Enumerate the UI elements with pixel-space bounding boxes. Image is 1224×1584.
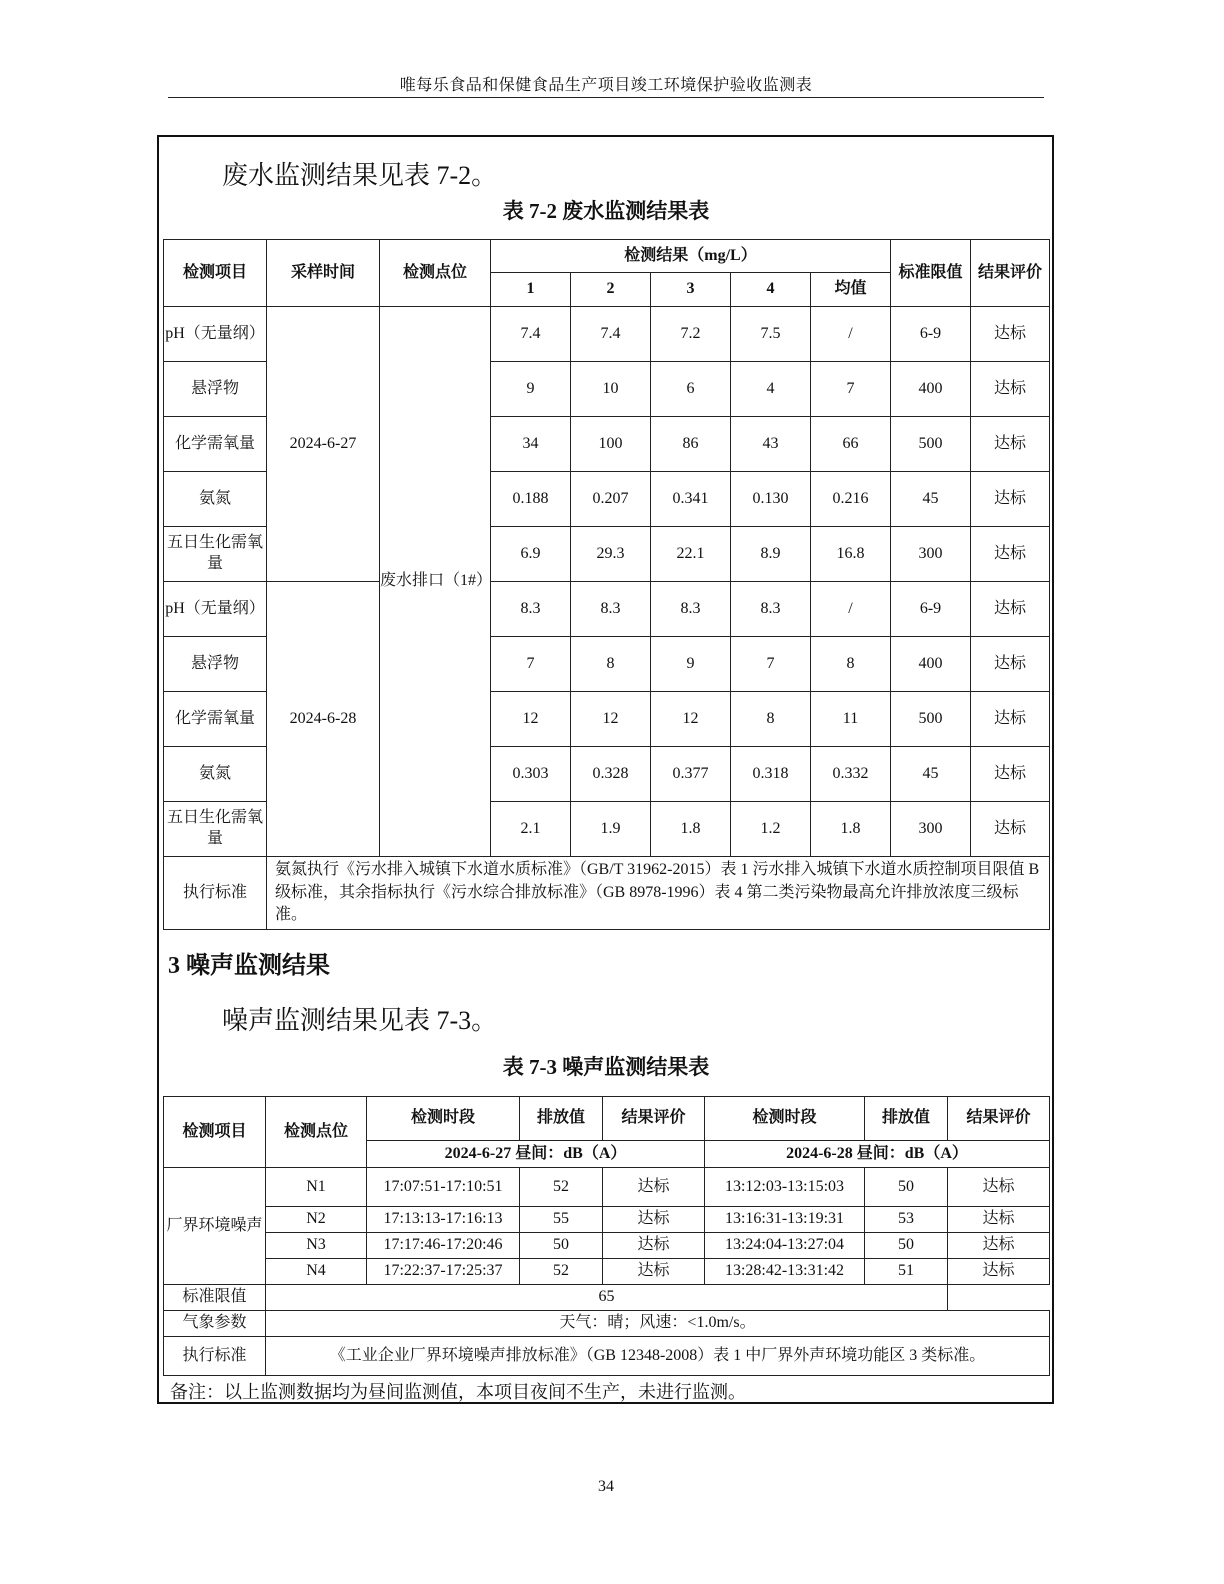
- result-value-cell: 9: [491, 362, 571, 417]
- result-value-cell: 1.8: [811, 802, 891, 857]
- noise-point-cell: N3: [266, 1233, 367, 1259]
- result-value-cell: 0.377: [651, 747, 731, 802]
- header-point: 检测点位: [380, 240, 491, 307]
- limit-cell: 6-9: [891, 307, 971, 362]
- limit-cell: 400: [891, 637, 971, 692]
- limit-cell: 300: [891, 802, 971, 857]
- header-sample-4: 4: [731, 273, 811, 307]
- result-value-cell: 8: [811, 637, 891, 692]
- result-value-cell: 8.3: [491, 582, 571, 637]
- noise-header-value-2: 排放值: [865, 1097, 948, 1141]
- result-value-cell: 7.4: [571, 307, 651, 362]
- result-value-cell: 86: [651, 417, 731, 472]
- noise-period-cell: 17:13:13-17:16:13: [367, 1207, 520, 1233]
- noise-value-cell: 52: [520, 1168, 603, 1207]
- noise-eval-cell: 达标: [948, 1259, 1050, 1285]
- noise-header-period-2: 检测时段: [705, 1097, 865, 1141]
- evaluation-cell: 达标: [971, 692, 1050, 747]
- noise-period-cell: 13:16:31-13:19:31: [705, 1207, 865, 1233]
- result-value-cell: 8: [571, 637, 651, 692]
- item-cell: 化学需氧量: [164, 692, 267, 747]
- noise-period-cell: 17:07:51-17:10:51: [367, 1168, 520, 1207]
- header-sampling-time: 采样时间: [267, 240, 380, 307]
- header-results: 检测结果（mg/L）: [491, 240, 891, 273]
- noise-header-eval-2: 结果评价: [948, 1097, 1050, 1141]
- result-value-cell: 8.3: [731, 582, 811, 637]
- evaluation-cell: 达标: [971, 362, 1050, 417]
- standard-text: 氨氮执行《污水排入城镇下水道水质标准》（GB/T 31962-2015）表 1 污水排入城镇下水道水质控制项目限值 B 级标准，其余指标执行《污水综合排放标准》（GB 8978-1996）表 4 第二类污染物最高允许排放浓度三级标准。: [267, 857, 1050, 930]
- wastewater-intro: 废水监测结果见表 7-2。: [222, 161, 498, 190]
- noise-header-period-1: 检测时段: [367, 1097, 520, 1141]
- result-value-cell: 8.3: [651, 582, 731, 637]
- noise-header-item: 检测项目: [164, 1097, 266, 1168]
- result-value-cell: 0.216: [811, 472, 891, 527]
- sampling-date-cell: 2024-6-28: [267, 582, 380, 857]
- evaluation-cell: 达标: [971, 472, 1050, 527]
- sampling-date-cell: 2024-6-27: [267, 307, 380, 582]
- item-cell: 化学需氧量: [164, 417, 267, 472]
- result-value-cell: 9: [651, 637, 731, 692]
- result-value-cell: 10: [571, 362, 651, 417]
- result-value-cell: 0.328: [571, 747, 651, 802]
- wastewater-results-table: [163, 239, 1050, 930]
- noise-eval-cell: 达标: [948, 1168, 1050, 1207]
- evaluation-cell: 达标: [971, 747, 1050, 802]
- noise-intro: 噪声监测结果见表 7-3。: [222, 1006, 498, 1035]
- noise-point-cell: N2: [266, 1207, 367, 1233]
- result-value-cell: 11: [811, 692, 891, 747]
- evaluation-cell: 达标: [971, 307, 1050, 362]
- evaluation-cell: 达标: [971, 637, 1050, 692]
- result-value-cell: 0.341: [651, 472, 731, 527]
- limit-cell: 500: [891, 417, 971, 472]
- noise-value-cell: 50: [865, 1168, 948, 1207]
- item-cell: 悬浮物: [164, 637, 267, 692]
- result-value-cell: 12: [571, 692, 651, 747]
- result-value-cell: 0.332: [811, 747, 891, 802]
- header-sample-3: 3: [651, 273, 731, 307]
- noise-value-cell: 55: [520, 1207, 603, 1233]
- noise-period-cell: 17:17:46-17:20:46: [367, 1233, 520, 1259]
- noise-limit-label: 标准限值: [164, 1285, 266, 1311]
- noise-item-cell: 厂界环境噪声: [164, 1168, 266, 1285]
- header-limit: 标准限值: [891, 240, 971, 307]
- result-value-cell: 16.8: [811, 527, 891, 582]
- sampling-point-cell: 废水排口（1#）: [380, 307, 491, 857]
- noise-eval-cell: 达标: [603, 1168, 705, 1207]
- item-cell: 五日生化需氧量: [164, 802, 267, 857]
- result-value-cell: 100: [571, 417, 651, 472]
- table-row: [164, 307, 1050, 362]
- result-value-cell: /: [811, 582, 891, 637]
- noise-value-cell: 51: [865, 1259, 948, 1285]
- noise-value-cell: 53: [865, 1207, 948, 1233]
- result-value-cell: 7.2: [651, 307, 731, 362]
- table-row: [164, 1168, 1050, 1207]
- noise-results-table: [163, 1096, 1050, 1376]
- item-cell: pH（无量纲）: [164, 582, 267, 637]
- noise-limit-value: 65: [266, 1285, 948, 1311]
- result-value-cell: 7: [731, 637, 811, 692]
- item-cell: pH（无量纲）: [164, 307, 267, 362]
- table-row: [164, 1259, 1050, 1285]
- noise-header-eval-1: 结果评价: [603, 1097, 705, 1141]
- result-value-cell: 4: [731, 362, 811, 417]
- noise-eval-cell: 达标: [948, 1233, 1050, 1259]
- remark-note: 备注：以上监测数据均为昼间监测值，本项目夜间不生产，未进行监测。: [170, 1382, 746, 1402]
- header-mean: 均值: [811, 273, 891, 307]
- evaluation-cell: 达标: [971, 802, 1050, 857]
- result-value-cell: 34: [491, 417, 571, 472]
- noise-value-cell: 50: [865, 1233, 948, 1259]
- header-sample-2: 2: [571, 273, 651, 307]
- result-value-cell: 8.3: [571, 582, 651, 637]
- result-value-cell: 0.318: [731, 747, 811, 802]
- noise-eval-cell: 达标: [948, 1207, 1050, 1233]
- result-value-cell: 22.1: [651, 527, 731, 582]
- table-7-3-caption: 表 7-3 噪声监测结果表: [502, 1055, 710, 1079]
- result-value-cell: 29.3: [571, 527, 651, 582]
- noise-point-cell: N4: [266, 1259, 367, 1285]
- noise-period-cell: 13:24:04-13:27:04: [705, 1233, 865, 1259]
- result-value-cell: 66: [811, 417, 891, 472]
- noise-section-heading: 3 噪声监测结果: [168, 953, 330, 979]
- header-evaluation: 结果评价: [971, 240, 1050, 307]
- limit-cell: 45: [891, 747, 971, 802]
- item-cell: 氨氮: [164, 747, 267, 802]
- table-row: [164, 1207, 1050, 1233]
- limit-cell: 400: [891, 362, 971, 417]
- result-value-cell: 43: [731, 417, 811, 472]
- page-number: 34: [598, 1478, 614, 1495]
- item-cell: 悬浮物: [164, 362, 267, 417]
- result-value-cell: 7.4: [491, 307, 571, 362]
- result-value-cell: 0.207: [571, 472, 651, 527]
- result-value-cell: 6.9: [491, 527, 571, 582]
- header-sample-1: 1: [491, 273, 571, 307]
- noise-standard-label: 执行标准: [164, 1337, 266, 1376]
- result-value-cell: 12: [651, 692, 731, 747]
- item-cell: 氨氮: [164, 472, 267, 527]
- limit-cell: 500: [891, 692, 971, 747]
- noise-day2-label: 2024-6-28 昼间：dB（A）: [705, 1141, 1050, 1168]
- noise-header-value-1: 排放值: [520, 1097, 603, 1141]
- noise-value-cell: 52: [520, 1259, 603, 1285]
- table-row: [164, 582, 1050, 637]
- result-value-cell: 1.9: [571, 802, 651, 857]
- standard-label: 执行标准: [164, 857, 267, 930]
- noise-weather-label: 气象参数: [164, 1311, 266, 1337]
- result-value-cell: 8: [731, 692, 811, 747]
- result-value-cell: 0.130: [731, 472, 811, 527]
- result-value-cell: 6: [651, 362, 731, 417]
- result-value-cell: 0.188: [491, 472, 571, 527]
- result-value-cell: 8.9: [731, 527, 811, 582]
- noise-header-point: 检测点位: [266, 1097, 367, 1168]
- result-value-cell: 7: [811, 362, 891, 417]
- result-value-cell: 0.303: [491, 747, 571, 802]
- item-cell: 五日生化需氧量: [164, 527, 267, 582]
- noise-eval-cell: 达标: [603, 1259, 705, 1285]
- table-row: [164, 1233, 1050, 1259]
- noise-standard-text: 《工业企业厂界环境噪声排放标准》（GB 12348-2008）表 1 中厂界外声环境功能区 3 类标准。: [266, 1337, 1050, 1376]
- noise-eval-cell: 达标: [603, 1233, 705, 1259]
- result-value-cell: /: [811, 307, 891, 362]
- noise-point-cell: N1: [266, 1168, 367, 1207]
- noise-eval-cell: 达标: [603, 1207, 705, 1233]
- header-divider: [168, 97, 1044, 98]
- result-value-cell: 7: [491, 637, 571, 692]
- evaluation-cell: 达标: [971, 417, 1050, 472]
- noise-value-cell: 50: [520, 1233, 603, 1259]
- limit-cell: 45: [891, 472, 971, 527]
- noise-period-cell: 13:12:03-13:15:03: [705, 1168, 865, 1207]
- running-header-title: 唯每乐食品和保健食品生产项目竣工环境保护验收监测表: [399, 77, 813, 94]
- result-value-cell: 1.2: [731, 802, 811, 857]
- evaluation-cell: 达标: [971, 527, 1050, 582]
- noise-weather-value: 天气：晴；风速：<1.0m/s。: [266, 1311, 1050, 1337]
- result-value-cell: 2.1: [491, 802, 571, 857]
- result-value-cell: 1.8: [651, 802, 731, 857]
- noise-period-cell: 17:22:37-17:25:37: [367, 1259, 520, 1285]
- header-item: 检测项目: [164, 240, 267, 307]
- limit-cell: 6-9: [891, 582, 971, 637]
- result-value-cell: 7.5: [731, 307, 811, 362]
- limit-cell: 300: [891, 527, 971, 582]
- noise-day1-label: 2024-6-27 昼间：dB（A）: [367, 1141, 705, 1168]
- evaluation-cell: 达标: [971, 582, 1050, 637]
- table-7-2-caption: 表 7-2 废水监测结果表: [502, 199, 710, 223]
- result-value-cell: 12: [491, 692, 571, 747]
- noise-period-cell: 13:28:42-13:31:42: [705, 1259, 865, 1285]
